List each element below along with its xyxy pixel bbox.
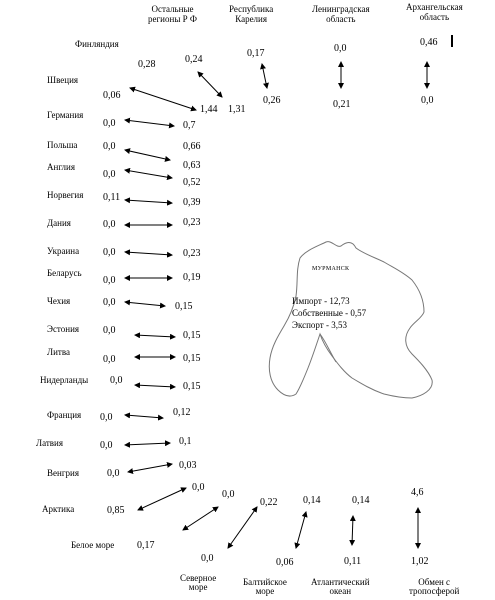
flow-value-out: 0,11 [103, 192, 121, 203]
flow-value-out: 0,0 [103, 169, 116, 180]
country-label: Франция [47, 410, 82, 420]
flow-value-out: 0,0 [103, 219, 116, 230]
flow-value-out: 0,0 [110, 375, 123, 386]
country-label: Финляндия [75, 39, 119, 49]
white-sea-label: Белое море [71, 540, 115, 550]
flow-value-out: 0,0 [103, 275, 116, 286]
flow-value-in: 0,39 [183, 197, 201, 208]
white-sea-out-value: 0,17 [137, 540, 155, 551]
flow-value-in: 0,63 [183, 160, 201, 171]
baltic-sea-label: Балтийское море [243, 577, 287, 596]
flow-value-out: 0,0 [103, 247, 116, 258]
flow-value-out: 0,06 [103, 90, 121, 101]
north-sea-label: Северное море [180, 573, 217, 592]
flow-value-in: 1,44 [200, 104, 218, 115]
flow-value-in: 0,15 [183, 353, 201, 364]
country-label: Беларусь [47, 268, 82, 278]
flow-value-in: 0,19 [183, 272, 201, 283]
baltic-sea-extra-value: 0,14 [303, 495, 321, 506]
country-label: Чехия [47, 296, 71, 306]
country-label: Норвегия [47, 190, 84, 200]
flow-value-in: 0,23 [183, 217, 201, 228]
atlantic-in-value: 0,11 [344, 556, 362, 567]
country-label: Дания [47, 218, 71, 228]
flow-value-in: 0,7 [183, 120, 196, 131]
country-label: Литва [47, 347, 70, 357]
flow-value-out: 0,0 [103, 354, 116, 365]
country-label: Швеция [47, 75, 79, 85]
atlantic-label: Атлантический океан [311, 577, 370, 596]
flow-value-in: 0,1 [179, 436, 192, 447]
flow-value-in: 0,12 [173, 407, 191, 418]
atlantic-out-value: 0,14 [352, 495, 370, 506]
flow-value-in: 0,15 [175, 301, 193, 312]
arkhangelsk-out-value: 0,46 [420, 37, 438, 48]
north-sea-in-value: 0,0 [201, 553, 214, 564]
country-label: Англия [47, 162, 75, 172]
troposphere-out-value: 4,6 [411, 487, 424, 498]
flow-value-in: 0,15 [183, 330, 201, 341]
flow-value-out: 0,85 [107, 505, 125, 516]
flow-value-in: 0,66 [183, 141, 201, 152]
karelia-in-value: 0,26 [263, 95, 281, 106]
header-leningrad: Ленинградская область [312, 4, 370, 25]
country-label: Нидерланды [40, 375, 89, 385]
arkhangelsk-in-value: 0,0 [421, 95, 434, 106]
country-label: Арктика [42, 504, 75, 514]
flow-value-out: 0,0 [100, 440, 113, 451]
country-label: Германия [47, 110, 84, 120]
flow-value-in: 0,24 [185, 54, 203, 65]
flow-value-out: 0,0 [103, 297, 116, 308]
flow-value-out: 0,28 [138, 59, 156, 70]
header-other-regions: Остальные регионы Р Ф [148, 4, 197, 25]
troposphere-in-value: 1,02 [411, 556, 429, 567]
leningrad-in-value: 0,21 [333, 99, 351, 110]
flow-value-out: 0,0 [103, 118, 116, 129]
import-total: Импорт - 12,73 [292, 296, 350, 306]
baltic-sea-in-value: 0,06 [276, 557, 294, 568]
other-regions-value: 1,31 [228, 104, 246, 115]
baltic-sea-out-value: 0,22 [260, 497, 278, 508]
country-label: Латвия [36, 438, 64, 448]
flow-value-in: 0,23 [183, 248, 201, 259]
flow-value-in: 0,15 [183, 381, 201, 392]
troposphere-label: Обмен с тропосферой [409, 577, 460, 596]
leningrad-out-value: 0,0 [334, 43, 347, 54]
flow-value-in: 0,03 [179, 460, 197, 471]
flow-value-out: 0,0 [103, 325, 116, 336]
white-sea-gulf-line [320, 334, 336, 362]
flow-value-in: 0,52 [183, 177, 201, 188]
country-label: Эстония [47, 324, 80, 334]
country-label: Украина [47, 246, 80, 256]
own-total: Собственные - 0,57 [292, 308, 367, 318]
karelia-out-value: 0,17 [247, 48, 265, 59]
murmansk-label: МУРМАНСК [312, 266, 350, 272]
export-total: Экспорт - 3,53 [292, 320, 347, 330]
header-karelia: Республика Карелия [229, 4, 274, 25]
country-label: Венгрия [47, 468, 79, 478]
white-sea-in-value: 0,0 [192, 482, 205, 493]
country-label: Польша [47, 140, 78, 150]
header-arkhangelsk: Архангельская область [406, 2, 463, 23]
flow-value-out: 0,0 [103, 141, 116, 152]
flow-value-out: 0,0 [100, 412, 113, 423]
flow-value-out: 0,0 [107, 468, 120, 479]
north-sea-out-value: 0,0 [222, 489, 235, 500]
